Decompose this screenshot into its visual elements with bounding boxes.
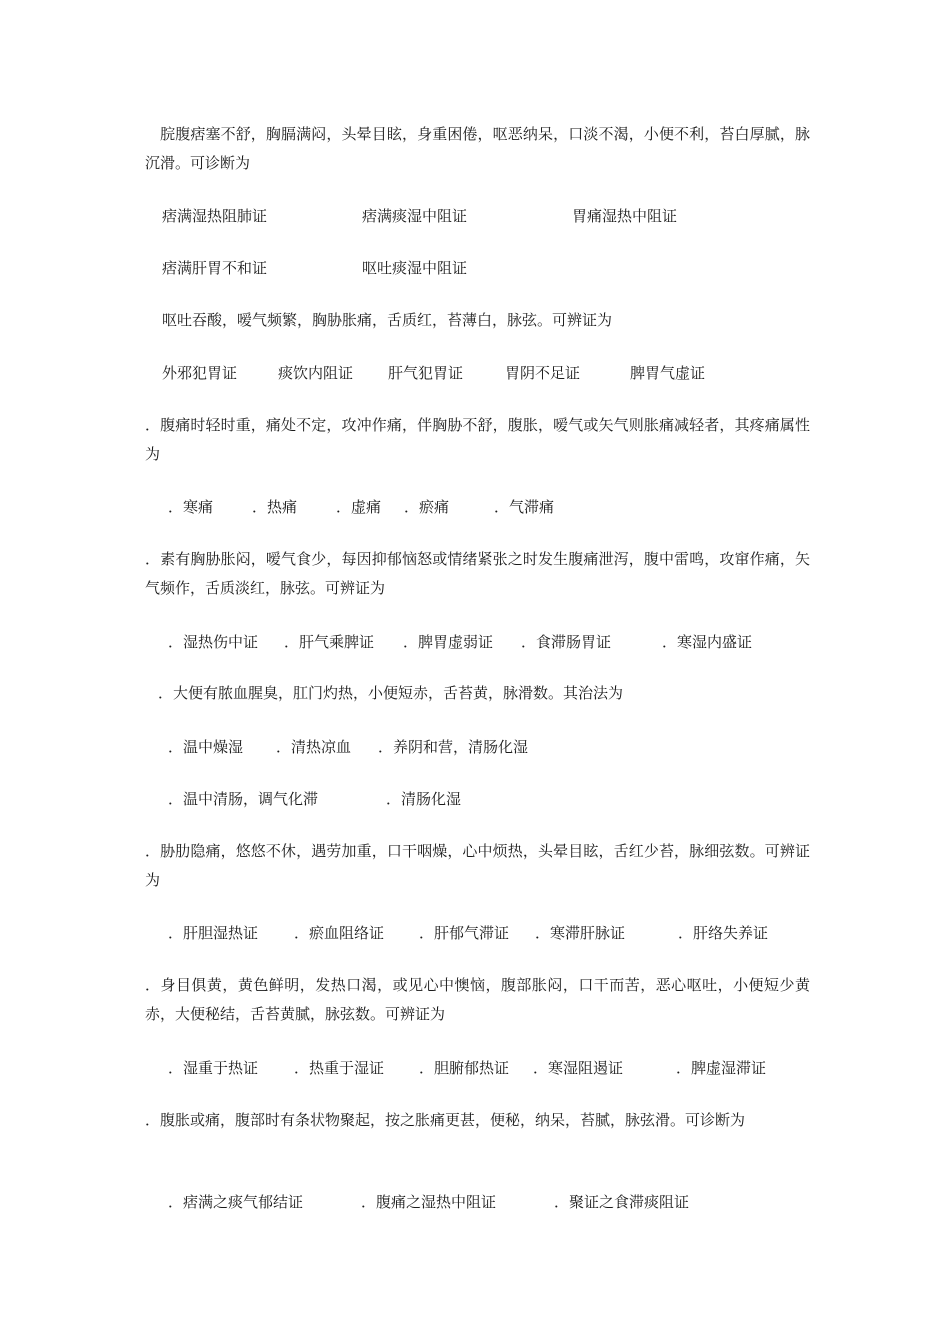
answer-option: 外邪犯胃证	[162, 364, 238, 382]
answer-option: 痞满痰湿中阻证	[362, 207, 468, 225]
answer-option: ．寒滞肝脉证	[535, 924, 626, 942]
answer-option: ．肝气乘脾证	[284, 633, 375, 651]
answer-option: ．脾虚湿滞证	[676, 1059, 767, 1077]
answer-option: ．热痛	[252, 498, 298, 516]
answer-option: ．温中燥湿	[168, 738, 244, 756]
question-stem: ．身目俱黄，黄色鲜明，发热口渴，或见心中懊恼，腹部胀闷，口干而苦，恶心呕吐，小便短少黄赤，大便秘结，舌苔黄腻，脉弦数。可辨证为	[145, 976, 810, 1023]
answer-option: ．湿热伤中证	[168, 633, 259, 651]
question-stem: ．大便有脓血腥臭，肛门灼热，小便短赤，舌苔黄，脉滑数。其治法为	[158, 684, 624, 702]
question-stem: 呕吐吞酸，嗳气频繁，胸胁胀痛，舌质红，苔薄白，脉弦。可辨证为	[162, 311, 613, 329]
answer-option: ．瘀痛	[404, 498, 450, 516]
answer-option: ．寒痛	[168, 498, 214, 516]
answer-option: ．热重于湿证	[294, 1059, 385, 1077]
answer-option: 脾胃气虚证	[630, 364, 706, 382]
question-stem: ．腹胀或痛，腹部时有条状物聚起，按之胀痛更甚，便秘，纳呆，苔腻，脉弦滑。可诊断为	[145, 1111, 746, 1129]
answer-option: 痰饮内阻证	[278, 364, 354, 382]
question-stem: ．素有胸胁胀闷，嗳气食少，每因抑郁恼怒或情绪紧张之时发生腹痛泄泻，腹中雷鸣，攻窜作痛，矢气频作，舌质淡红，脉弦。可辨证为	[145, 550, 810, 597]
answer-option: 肝气犯胃证	[388, 364, 464, 382]
answer-option: ．气滞痛	[494, 498, 555, 516]
answer-option: ．肝郁气滞证	[419, 924, 510, 942]
answer-option: 痞满肝胃不和证	[162, 259, 268, 277]
answer-option: ．寒湿内盛证	[662, 633, 753, 651]
answer-option: ．湿重于热证	[168, 1059, 259, 1077]
answer-option: ．养阴和营，清肠化湿	[378, 738, 529, 756]
answer-option: ．温中清肠，调气化滞	[168, 790, 319, 808]
answer-option: ．聚证之食滞痰阻证	[554, 1193, 690, 1211]
answer-option: 胃阴不足证	[505, 364, 581, 382]
answer-option: ．虚痛	[336, 498, 382, 516]
question-stem: ．腹痛时轻时重，痛处不定，攻冲作痛，伴胸胁不舒，腹胀，嗳气或矢气则胀痛减轻者，其疼痛属性为	[145, 416, 810, 463]
answer-option: ．食滞肠胃证	[521, 633, 612, 651]
question-stem: ．胁肋隐痛，悠悠不休，遇劳加重，口干咽燥，心中烦热，头晕目眩，舌红少苔，脉细弦数。可辨证为	[145, 842, 810, 889]
answer-option: ．腹痛之湿热中阻证	[361, 1193, 497, 1211]
answer-option: 呕吐痰湿中阻证	[362, 259, 468, 277]
answer-option: ．痞满之痰气郁结证	[168, 1193, 304, 1211]
answer-option: 痞满湿热阻肺证	[162, 207, 268, 225]
answer-option: ．肝胆湿热证	[168, 924, 259, 942]
answer-option: ．胆腑郁热证	[419, 1059, 510, 1077]
answer-option: ．肝络失养证	[678, 924, 769, 942]
answer-option: ．清热凉血	[276, 738, 352, 756]
answer-option: ．寒湿阻遏证	[533, 1059, 624, 1077]
answer-option: 胃痛湿热中阻证	[572, 207, 678, 225]
answer-option: ．清肠化湿	[386, 790, 462, 808]
answer-option: ．瘀血阻络证	[294, 924, 385, 942]
question-stem: 脘腹痞塞不舒，胸膈满闷，头晕目眩，身重困倦，呕恶纳呆，口淡不渴，小便不利，苔白厚腻，脉沉滑。可诊断为	[145, 125, 810, 172]
answer-option: ．脾胃虚弱证	[403, 633, 494, 651]
